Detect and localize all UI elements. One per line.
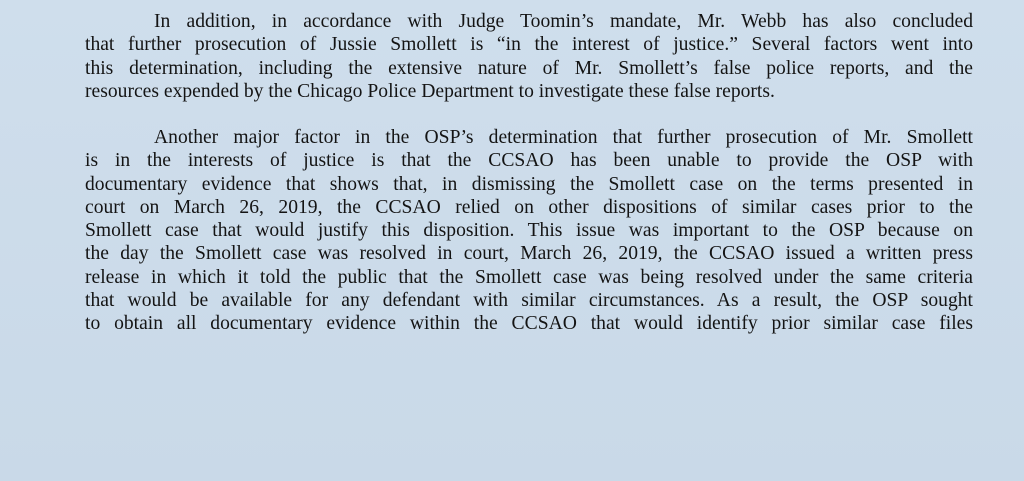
document-body [85, 10, 973, 335]
paragraph-line: resources expended by the Chicago Police Department to investigate these false reports. [85, 80, 775, 102]
paragraph-1 [85, 10, 973, 103]
paragraph-line: to obtain all documentary evidence within the CCSAO that would identify prior similar case files [85, 313, 973, 334]
paragraph-line: court on March 26, 2019, the CCSAO relied on other dispositions of similar cases prior to the [85, 196, 973, 218]
paragraph-line: is in the interests of justice is that the CCSAO has been unable to provide the OSP with [85, 150, 973, 172]
paragraph-line: that further prosecution of Jussie Smollett is “in the interest of justice.” Several factors went into [85, 34, 973, 56]
paragraph-line: that would be available for any defendant with similar circumstances. As a result, the OSP sought [85, 289, 973, 311]
paragraph-line: the day the Smollett case was resolved in court, March 26, 2019, the CCSAO issued a written press [85, 243, 973, 265]
paragraph-line: this determination, including the extensive nature of Mr. Smollett’s false police reports, and the [85, 57, 973, 79]
paragraph-line: documentary evidence that shows that, in dismissing the Smollett case on the terms presented in [85, 173, 973, 195]
paragraph-line: Smollett case that would justify this disposition. This issue was important to the OSP because on [85, 220, 973, 241]
paragraph-line: Another major factor in the OSP’s determination that further prosecution of Mr. Smollett [154, 127, 973, 148]
paragraph-line: release in which it told the public that the Smollett case was being resolved under the same criteria [85, 266, 973, 288]
paragraph-2 [85, 126, 973, 335]
paragraph-line: In addition, in accordance with Judge Toomin’s mandate, Mr. Webb has also concluded [154, 11, 973, 32]
